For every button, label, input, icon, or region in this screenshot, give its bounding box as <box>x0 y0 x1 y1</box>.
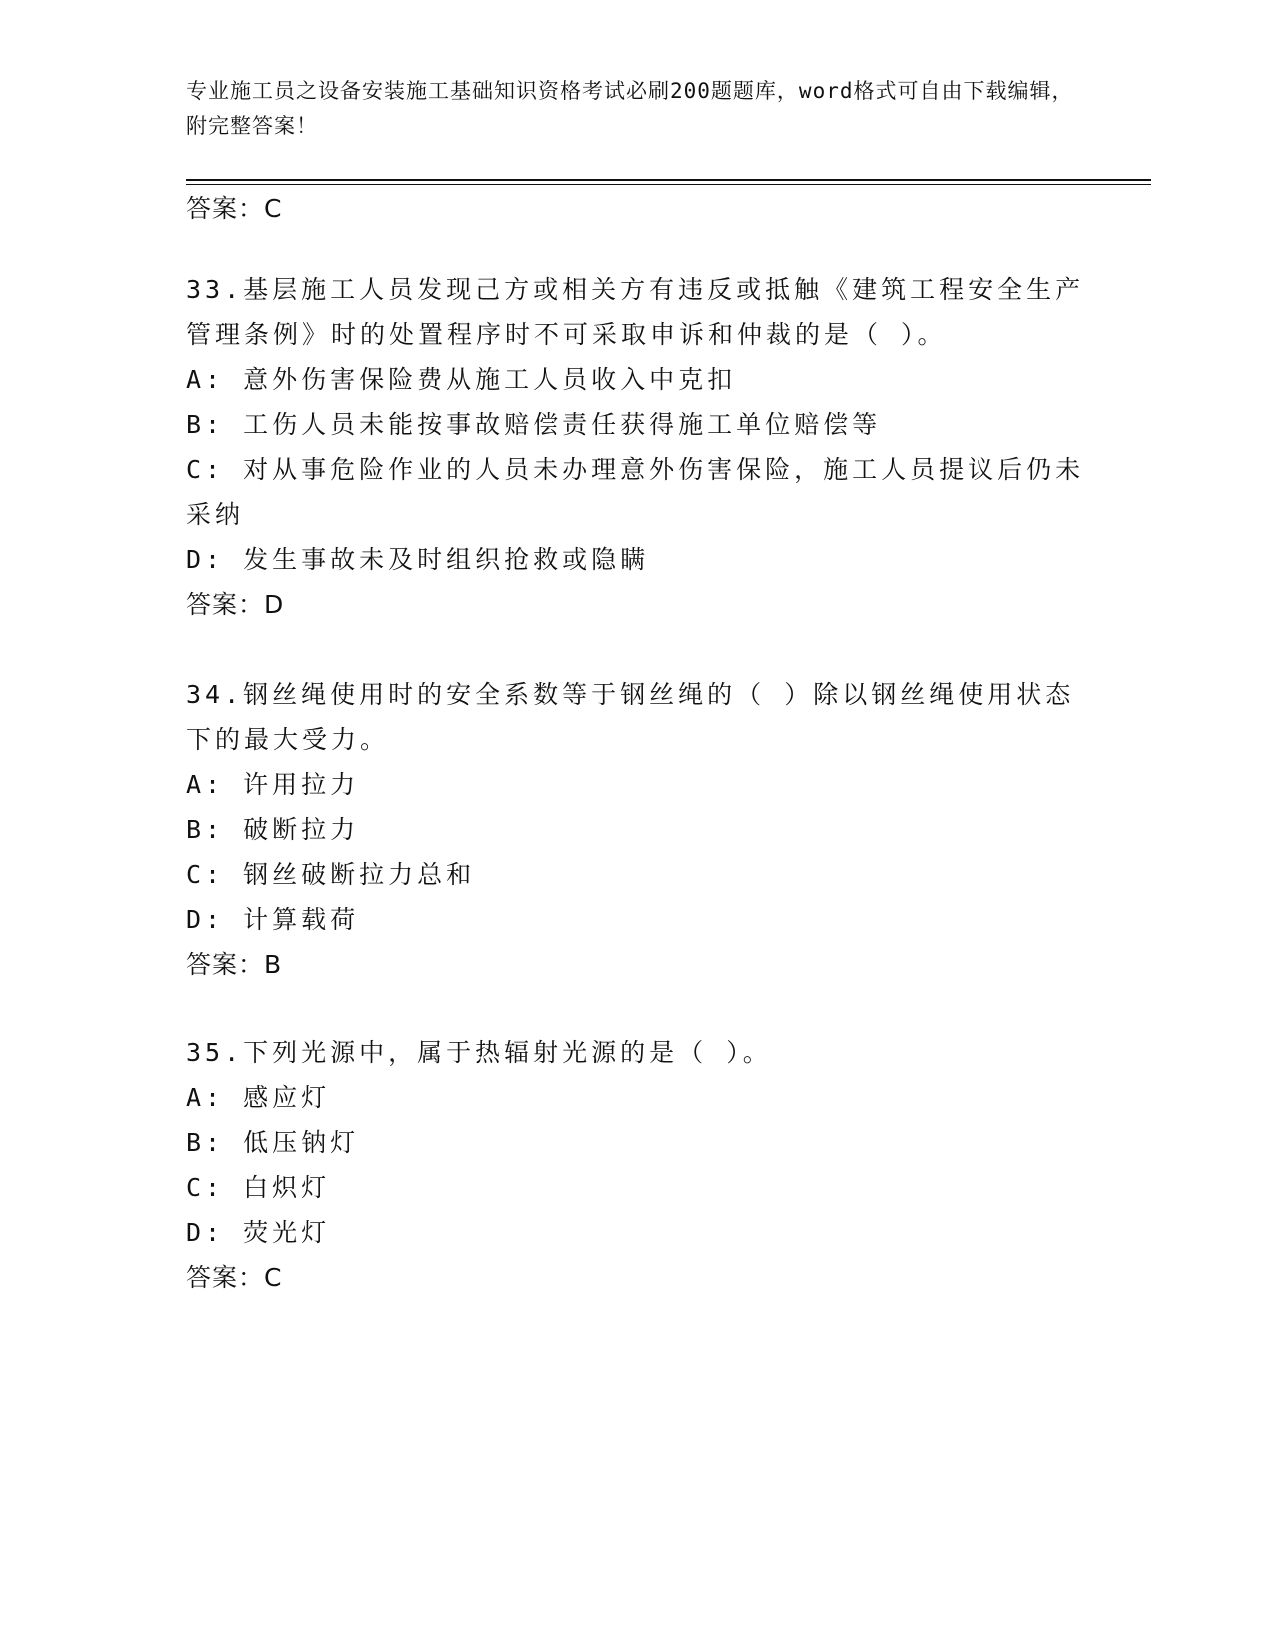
question-34-option-b: B: 破断拉力 <box>186 815 360 844</box>
question-33-option-c-line-1: C: 对从事危险作业的人员未办理意外伤害保险，施工人员提议后仍未 <box>186 455 1085 484</box>
question-35-answer: 答案：C <box>186 1263 283 1292</box>
header-rule-thin <box>186 184 1151 185</box>
question-34-option-c: C: 钢丝破断拉力总和 <box>186 860 476 889</box>
question-34-stem-line-2: 下的最大受力。 <box>186 725 390 754</box>
question-35-option-d: D: 荧光灯 <box>186 1218 331 1247</box>
question-33-option-c-line-2: 采纳 <box>186 500 245 529</box>
document-header: 专业施工员之设备安装施工基础知识资格考试必刷200题题库，word格式可自由下载编辑，附完整答案！ <box>186 79 1074 138</box>
question-34-option-d: D: 计算载荷 <box>186 905 360 934</box>
question-34-stem-line-1: 34.钢丝绳使用时的安全系数等于钢丝绳的（ ）除以钢丝绳使用状态 <box>186 680 1075 709</box>
previous-answer: 答案：C <box>186 194 283 223</box>
header-rule-thick <box>186 179 1151 181</box>
question-33-stem-line-1: 33.基层施工人员发现己方或相关方有违反或抵触《建筑工程安全生产 <box>186 275 1085 304</box>
question-35-stem: 35.下列光源中，属于热辐射光源的是（ ）。 <box>186 1038 772 1067</box>
question-35-option-c: C: 白炽灯 <box>186 1173 331 1202</box>
question-35-option-b: B: 低压钠灯 <box>186 1128 360 1157</box>
question-33-stem-line-2: 管理条例》时的处置程序时不可采取申诉和仲裁的是（ ）。 <box>186 320 947 349</box>
question-33-option-d: D: 发生事故未及时组织抢救或隐瞒 <box>186 545 650 574</box>
question-33-option-b: B: 工伤人员未能按事故赔偿责任获得施工单位赔偿等 <box>186 410 882 439</box>
question-34-option-a: A: 许用拉力 <box>186 770 360 799</box>
question-33-option-a: A: 意外伤害保险费从施工人员收入中克扣 <box>186 365 737 394</box>
question-33-answer: 答案：D <box>186 590 285 619</box>
question-34-answer: 答案：B <box>186 950 283 979</box>
question-35-option-a: A: 感应灯 <box>186 1083 331 1112</box>
